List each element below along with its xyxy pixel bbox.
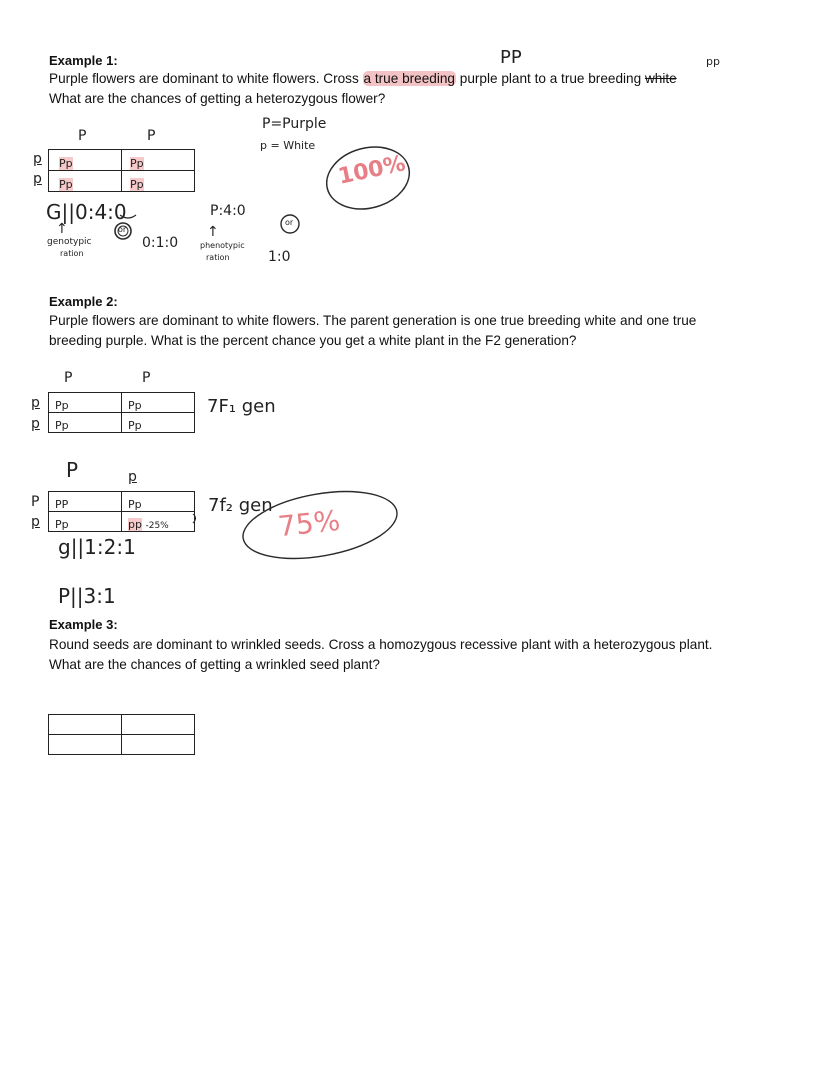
e2-genotypic-ratio: g||1:2:1 — [58, 535, 136, 559]
e1-punnett-square — [48, 149, 195, 192]
example2-question-line2: breeding purple. What is the percent chance you get a white plant in the F2 generation? — [49, 333, 577, 348]
example1-text-b: purple plant to a true breeding — [456, 71, 645, 86]
e2-g1-col-header-2: P — [142, 370, 151, 386]
e2-g1-cell-2: Pp — [128, 398, 142, 412]
e1-cell-4: Pp — [130, 178, 144, 191]
e2-g2-cell-1: PP — [55, 497, 69, 511]
e1-row-header-1: p — [33, 151, 42, 167]
e2-g2-cell-3: Pp — [55, 517, 69, 531]
e2-f1-label: 7F₁ gen — [207, 396, 276, 417]
example3-question-line1: Round seeds are dominant to wrinkled seeds. Cross a homozygous recessive plant with a heterozygous plant. — [49, 637, 713, 652]
e1-answer: 100% — [336, 151, 408, 190]
e1-genotypic-ratio: G||0:4:0 — [46, 200, 127, 224]
e1-phenotypic-label2: ration — [206, 253, 230, 262]
note-pp-above: PP — [500, 47, 522, 68]
example1-title: Example 1: — [49, 53, 118, 68]
e2-g1-cell-3: Pp — [55, 418, 69, 432]
example1-text-a: Purple flowers are dominant to white flowers. Cross — [49, 71, 363, 86]
example1-question-line1 — [49, 71, 677, 86]
e2-punnett-square-1 — [48, 392, 195, 433]
e1-genotypic-label2: ration — [60, 249, 84, 258]
example2-title: Example 2: — [49, 294, 118, 309]
e1-arrow-2: ↑ — [207, 224, 219, 240]
e3-cell-1 — [49, 715, 122, 735]
e1-arrow-1: ↑ — [56, 221, 68, 237]
e2-g2-cell-2: Pp — [128, 497, 142, 511]
e1-cell-3: Pp — [59, 178, 73, 191]
e2-g1-cell-4: Pp — [128, 418, 142, 432]
e1-cell-2: Pp — [130, 157, 144, 170]
e2-g1-row-header-2: p — [31, 416, 40, 432]
e3-cell-3 — [49, 735, 122, 755]
note-pp-lower: pp — [706, 55, 720, 68]
e2-g2-col-header-1: P — [66, 458, 79, 482]
note-key-purple: P=Purple — [262, 116, 327, 132]
e3-empty-punnett-square — [48, 714, 195, 755]
e2-answer: 75% — [276, 503, 342, 544]
e1-phenotypic-ratio: P:4:0 — [210, 203, 246, 219]
example1-highlight: a true breeding — [363, 71, 455, 86]
e2-g1-col-header-1: P — [64, 370, 73, 386]
e1-alt-ratio: 0:1:0 — [142, 235, 179, 251]
example3-question-line2: What are the chances of getting a wrinkled seed plant? — [49, 657, 380, 672]
e1-row-header-2: p — [33, 171, 42, 187]
e1-col-header-1: P — [78, 128, 87, 144]
e1-or-2: or — [285, 218, 294, 227]
note-key-white: p = White — [260, 139, 316, 152]
e1-or-1: or — [118, 225, 127, 234]
e1-genotypic-label: genotypic — [47, 237, 92, 247]
e1-alt-pheno: 1:0 — [268, 249, 291, 265]
example2-question-line1: Purple flowers are dominant to white flowers. The parent generation is one true breeding white and one true — [49, 313, 697, 328]
example1-struck-word: white — [644, 71, 677, 86]
e1-cell-1: Pp — [59, 157, 73, 170]
e2-g2-col-header-2: p — [128, 469, 137, 485]
e1-phenotypic-label: phenotypic — [200, 241, 245, 250]
e2-phenotypic-ratio: P||3:1 — [58, 584, 116, 608]
example3-title: Example 3: — [49, 617, 118, 632]
e2-f2-label: 7f₂ gen — [208, 495, 273, 516]
e3-cell-2 — [122, 715, 195, 735]
e2-g2-row-header-1: P — [31, 494, 40, 510]
e2-g2-cell-4: pp -25% — [128, 517, 169, 531]
e1-col-header-2: P — [147, 128, 156, 144]
e3-cell-4 — [122, 735, 195, 755]
e2-punnett-square-2 — [48, 491, 195, 532]
e2-g1-row-header-1: p — [31, 395, 40, 411]
example1-question-line2: What are the chances of getting a heterozygous flower? — [49, 91, 386, 106]
e2-g2-row-header-2: p — [31, 514, 40, 530]
e2-g1-cell-1: Pp — [55, 398, 69, 412]
